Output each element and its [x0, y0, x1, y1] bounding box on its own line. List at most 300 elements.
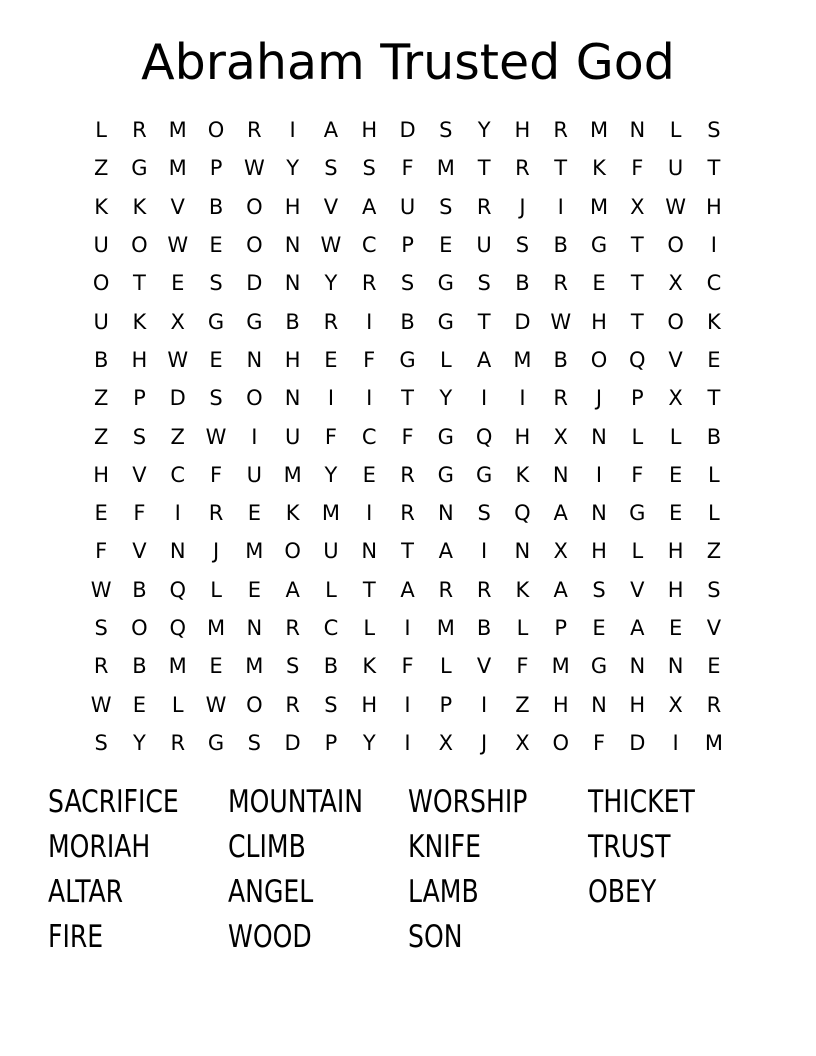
grid-letter[interactable]: H: [629, 692, 646, 717]
grid-letter[interactable]: X: [668, 386, 683, 411]
grid-letter[interactable]: K: [515, 462, 530, 487]
grid-letter[interactable]: D: [284, 730, 301, 755]
grid-letter[interactable]: N: [591, 692, 607, 717]
grid-letter[interactable]: T: [477, 156, 491, 181]
grid-letter[interactable]: O: [246, 692, 263, 717]
grid-letter[interactable]: K: [285, 501, 300, 526]
grid-letter[interactable]: Z: [170, 424, 185, 449]
grid-letter[interactable]: Q: [629, 347, 646, 372]
grid-letter[interactable]: S: [477, 271, 491, 296]
grid-letter[interactable]: H: [361, 692, 378, 717]
grid-letter[interactable]: M: [168, 654, 187, 679]
grid-letter[interactable]: S: [707, 118, 721, 143]
grid-letter[interactable]: T: [707, 386, 721, 411]
grid-letter[interactable]: E: [247, 577, 261, 602]
grid-letter[interactable]: M: [283, 462, 302, 487]
grid-letter[interactable]: O: [590, 347, 608, 372]
grid-letter[interactable]: S: [439, 194, 453, 219]
grid-letter[interactable]: S: [400, 271, 415, 296]
grid-letter[interactable]: I: [519, 386, 526, 411]
grid-letter[interactable]: E: [209, 347, 223, 372]
grid-letter[interactable]: T: [630, 233, 644, 258]
grid-letter[interactable]: E: [132, 692, 147, 717]
grid-letter[interactable]: Q: [475, 424, 493, 449]
grid-letter[interactable]: M: [321, 501, 340, 526]
grid-letter[interactable]: M: [436, 616, 455, 640]
grid-letter[interactable]: W: [90, 577, 112, 602]
grid-letter[interactable]: U: [476, 233, 492, 258]
grid-letter[interactable]: E: [362, 462, 376, 487]
grid-letter[interactable]: M: [589, 194, 609, 219]
grid-letter[interactable]: T: [362, 577, 376, 602]
grid-letter[interactable]: E: [94, 501, 108, 526]
word-bank-item: TRUST: [588, 829, 671, 865]
grid-letter[interactable]: B: [93, 347, 109, 372]
grid-letter[interactable]: Z: [93, 424, 109, 449]
grid-letter[interactable]: D: [246, 271, 263, 296]
grid-letter[interactable]: E: [247, 501, 261, 526]
grid-letter[interactable]: G: [437, 309, 454, 334]
grid-letter[interactable]: R: [553, 118, 568, 143]
grid-letter[interactable]: O: [552, 730, 569, 755]
grid-letter[interactable]: R: [706, 692, 722, 717]
grid-letter[interactable]: A: [362, 194, 377, 219]
grid-letter[interactable]: S: [209, 386, 223, 411]
word-bank-item: MOUNTAIN: [228, 784, 364, 820]
grid-letter[interactable]: W: [665, 194, 686, 219]
grid-letter[interactable]: G: [590, 654, 608, 679]
grid-letter[interactable]: F: [631, 462, 644, 487]
grid-letter[interactable]: K: [592, 156, 606, 181]
grid-letter[interactable]: H: [131, 347, 148, 372]
grid-letter[interactable]: Z: [93, 386, 109, 411]
grid-letter[interactable]: F: [631, 156, 644, 181]
grid-letter[interactable]: W: [243, 156, 265, 181]
grid-letter[interactable]: X: [438, 730, 454, 755]
grid-letter[interactable]: E: [171, 271, 185, 296]
grid-letter[interactable]: F: [133, 501, 146, 526]
grid-letter[interactable]: X: [170, 309, 185, 334]
word-bank-item: MORIAH: [48, 829, 151, 865]
grid-letter[interactable]: L: [708, 462, 720, 487]
grid-letter[interactable]: V: [132, 539, 147, 564]
grid-letter[interactable]: G: [131, 156, 148, 181]
grid-letter[interactable]: F: [592, 730, 606, 755]
grid-letter[interactable]: S: [477, 501, 491, 526]
grid-letter[interactable]: W: [167, 347, 189, 372]
grid-letter[interactable]: X: [553, 424, 568, 449]
grid-letter[interactable]: Y: [324, 462, 338, 487]
grid-letter[interactable]: S: [515, 233, 530, 258]
grid-letter[interactable]: E: [209, 233, 223, 258]
grid-letter[interactable]: T: [630, 271, 644, 296]
grid-letter[interactable]: D: [169, 386, 186, 411]
grid-letter[interactable]: A: [553, 501, 568, 526]
grid-letter[interactable]: O: [667, 233, 684, 258]
grid-letter[interactable]: X: [553, 539, 568, 564]
grid-letter[interactable]: F: [95, 539, 108, 564]
grid-letter[interactable]: S: [285, 654, 300, 679]
grid-letter[interactable]: H: [284, 194, 301, 219]
grid-letter[interactable]: K: [132, 194, 147, 219]
grid-letter[interactable]: L: [363, 616, 376, 640]
grid-letter[interactable]: A: [630, 616, 645, 640]
grid-letter[interactable]: Y: [362, 730, 376, 755]
grid-letter[interactable]: M: [436, 156, 455, 181]
grid-letter[interactable]: U: [93, 233, 109, 258]
grid-letter[interactable]: E: [707, 654, 721, 679]
grid-letter[interactable]: M: [589, 118, 609, 143]
grid-letter[interactable]: J: [595, 386, 603, 411]
grid-letter[interactable]: U: [399, 194, 416, 219]
grid-letter[interactable]: M: [704, 730, 723, 755]
grid-letter[interactable]: E: [592, 271, 606, 296]
grid-letter[interactable]: S: [209, 271, 223, 296]
grid-letter[interactable]: K: [362, 654, 377, 679]
grid-letter[interactable]: O: [246, 194, 263, 219]
grid-letter[interactable]: O: [284, 539, 301, 564]
grid-letter[interactable]: L: [439, 347, 452, 372]
grid-letter[interactable]: B: [132, 577, 147, 602]
grid-letter[interactable]: B: [515, 271, 530, 296]
grid-letter[interactable]: I: [289, 118, 296, 143]
grid-letter[interactable]: X: [515, 730, 530, 755]
grid-letter[interactable]: Z: [515, 692, 530, 717]
grid-letter[interactable]: L: [516, 616, 529, 640]
grid-letter[interactable]: L: [631, 424, 644, 449]
grid-letter[interactable]: U: [93, 309, 109, 334]
grid-letter[interactable]: I: [404, 692, 411, 717]
grid-letter[interactable]: G: [590, 233, 608, 258]
grid-letter[interactable]: A: [553, 577, 568, 602]
letter-grid[interactable]: [82, 111, 733, 762]
grid-letter[interactable]: R: [553, 271, 568, 296]
word-bank: [48, 780, 768, 960]
grid-letter[interactable]: V: [323, 194, 339, 219]
grid-letter[interactable]: A: [323, 118, 339, 143]
grid-letter[interactable]: L: [669, 118, 682, 143]
grid-letter[interactable]: B: [706, 424, 722, 449]
grid-letter[interactable]: A: [285, 577, 300, 602]
grid-letter[interactable]: G: [246, 309, 263, 334]
grid-letter[interactable]: S: [324, 156, 338, 181]
grid-letter[interactable]: Y: [286, 156, 300, 181]
grid-letter[interactable]: O: [246, 233, 263, 258]
word-bank-item: CLIMB: [228, 829, 306, 865]
grid-letter[interactable]: W: [205, 424, 227, 449]
grid-letter[interactable]: W: [167, 233, 189, 258]
grid-letter[interactable]: P: [554, 616, 568, 640]
grid-letter[interactable]: I: [481, 386, 488, 411]
grid-letter[interactable]: L: [95, 118, 107, 143]
grid-letter[interactable]: L: [708, 501, 720, 526]
grid-letter[interactable]: I: [366, 386, 373, 411]
word-bank-item: WORSHIP: [408, 784, 528, 820]
grid-letter[interactable]: N: [361, 539, 378, 564]
grid-letter[interactable]: O: [131, 616, 148, 640]
grid-letter[interactable]: O: [667, 309, 684, 334]
grid-letter[interactable]: L: [669, 424, 682, 449]
grid-letter[interactable]: U: [667, 156, 684, 181]
grid-letter[interactable]: B: [285, 309, 300, 334]
grid-letter[interactable]: M: [168, 118, 187, 143]
grid-letter[interactable]: M: [551, 654, 570, 679]
grid-letter[interactable]: N: [591, 424, 607, 449]
grid-letter[interactable]: O: [207, 118, 225, 143]
grid-letter[interactable]: P: [209, 156, 223, 181]
grid-letter[interactable]: H: [552, 692, 569, 717]
grid-letter[interactable]: C: [361, 233, 377, 258]
grid-letter[interactable]: B: [400, 309, 415, 334]
grid-letter[interactable]: T: [554, 156, 568, 181]
grid-letter[interactable]: H: [284, 347, 301, 372]
grid-letter[interactable]: L: [631, 539, 644, 564]
grid-letter[interactable]: V: [706, 616, 722, 640]
grid-letter[interactable]: N: [246, 616, 263, 640]
grid-letter[interactable]: S: [439, 118, 453, 143]
grid-letter[interactable]: E: [592, 616, 606, 640]
grid-letter[interactable]: N: [284, 271, 301, 296]
grid-letter[interactable]: R: [476, 577, 492, 602]
grid-letter[interactable]: E: [324, 347, 338, 372]
grid-letter[interactable]: N: [284, 233, 301, 258]
grid-letter[interactable]: I: [327, 386, 335, 411]
grid-letter[interactable]: S: [247, 730, 261, 755]
grid-letter[interactable]: B: [208, 194, 224, 219]
grid-letter[interactable]: A: [476, 347, 492, 372]
grid-letter[interactable]: M: [513, 347, 532, 372]
grid-letter[interactable]: P: [133, 386, 146, 411]
puzzle-title: Abraham Trusted God: [141, 34, 675, 91]
grid-letter[interactable]: T: [630, 309, 644, 334]
grid-letter[interactable]: H: [706, 194, 722, 219]
grid-letter[interactable]: W: [90, 692, 112, 717]
grid-letter[interactable]: C: [170, 462, 186, 487]
grid-letter[interactable]: J: [481, 730, 488, 755]
grid-letter[interactable]: L: [210, 577, 222, 602]
grid-letter[interactable]: R: [361, 271, 377, 296]
grid-letter[interactable]: W: [205, 692, 227, 717]
grid-letter[interactable]: H: [667, 539, 684, 564]
grid-letter[interactable]: R: [285, 692, 300, 717]
grid-letter[interactable]: R: [132, 118, 147, 143]
grid-letter[interactable]: F: [401, 156, 414, 181]
grid-letter[interactable]: X: [668, 271, 683, 296]
grid-letter[interactable]: E: [209, 654, 223, 679]
grid-letter[interactable]: Z: [93, 156, 109, 181]
grid-letter[interactable]: M: [245, 539, 264, 564]
grid-letter[interactable]: F: [401, 424, 414, 449]
grid-letter[interactable]: U: [246, 462, 263, 487]
grid-letter[interactable]: N: [514, 539, 531, 564]
grid-letter[interactable]: A: [438, 539, 453, 564]
grid-letter[interactable]: L: [439, 654, 452, 679]
grid-letter[interactable]: L: [171, 692, 184, 717]
grid-letter[interactable]: I: [481, 692, 488, 717]
grid-letter[interactable]: P: [439, 692, 453, 717]
grid-letter[interactable]: G: [629, 501, 646, 526]
grid-letter[interactable]: I: [404, 616, 411, 640]
grid-letter[interactable]: N: [169, 539, 186, 564]
grid-letter[interactable]: R: [208, 501, 224, 526]
grid-letter[interactable]: T: [401, 539, 414, 564]
grid-letter[interactable]: G: [437, 462, 454, 487]
grid-letter[interactable]: K: [132, 309, 147, 334]
grid-letter[interactable]: T: [477, 309, 491, 334]
grid-letter[interactable]: V: [668, 347, 683, 372]
grid-letter[interactable]: D: [514, 309, 531, 334]
grid-letter[interactable]: F: [516, 654, 529, 679]
word-bank-item: FIRE: [48, 919, 104, 955]
grid-letter[interactable]: R: [438, 577, 454, 602]
grid-letter[interactable]: Q: [514, 501, 531, 526]
grid-letter[interactable]: H: [361, 118, 378, 143]
grid-letter[interactable]: S: [94, 730, 108, 755]
grid-letter[interactable]: I: [595, 462, 603, 487]
grid-letter[interactable]: R: [400, 501, 415, 526]
grid-letter[interactable]: Y: [439, 386, 453, 411]
grid-letter[interactable]: F: [209, 462, 223, 487]
grid-letter[interactable]: E: [668, 501, 683, 526]
grid-letter[interactable]: G: [437, 271, 454, 296]
grid-letter[interactable]: I: [557, 194, 564, 219]
grid-letter[interactable]: D: [629, 730, 646, 755]
grid-letter[interactable]: R: [553, 386, 568, 411]
grid-letter[interactable]: F: [324, 424, 337, 449]
grid-letter[interactable]: K: [94, 194, 109, 219]
grid-letter[interactable]: M: [245, 654, 264, 679]
grid-letter[interactable]: E: [668, 616, 683, 640]
grid-letter[interactable]: P: [324, 730, 338, 755]
grid-letter[interactable]: X: [630, 194, 645, 219]
grid-letter[interactable]: G: [399, 347, 416, 372]
grid-letter[interactable]: H: [514, 424, 531, 449]
grid-letter[interactable]: S: [362, 156, 376, 181]
word-bank-item: SACRIFICE: [48, 784, 179, 820]
grid-letter[interactable]: I: [174, 501, 181, 526]
grid-letter[interactable]: U: [284, 424, 301, 449]
grid-letter[interactable]: B: [553, 347, 568, 372]
grid-letter[interactable]: K: [515, 577, 530, 602]
grid-letter[interactable]: B: [553, 233, 568, 258]
grid-letter[interactable]: H: [667, 577, 684, 602]
grid-letter[interactable]: Y: [324, 271, 338, 296]
grid-letter[interactable]: G: [475, 462, 493, 487]
grid-letter[interactable]: T: [707, 156, 721, 181]
grid-letter[interactable]: V: [170, 194, 185, 219]
grid-letter[interactable]: P: [401, 233, 414, 258]
grid-letter[interactable]: X: [668, 692, 683, 717]
grid-letter[interactable]: A: [400, 577, 415, 602]
grid-letter[interactable]: R: [476, 194, 492, 219]
grid-letter[interactable]: O: [246, 386, 263, 411]
grid-letter[interactable]: W: [320, 233, 342, 258]
grid-letter[interactable]: G: [207, 730, 225, 755]
grid-letter[interactable]: N: [284, 386, 301, 411]
grid-letter[interactable]: M: [206, 616, 226, 640]
grid-letter[interactable]: Y: [477, 118, 491, 143]
grid-letter[interactable]: E: [439, 233, 453, 258]
grid-letter[interactable]: R: [323, 309, 339, 334]
grid-letter[interactable]: R: [515, 156, 530, 181]
grid-letter[interactable]: H: [591, 539, 607, 564]
grid-letter[interactable]: Y: [133, 730, 146, 755]
grid-letter[interactable]: E: [668, 462, 683, 487]
grid-letter[interactable]: H: [591, 309, 607, 334]
grid-letter[interactable]: P: [630, 386, 644, 411]
grid-letter[interactable]: S: [94, 616, 108, 640]
grid-letter[interactable]: N: [246, 347, 263, 372]
grid-letter[interactable]: V: [630, 577, 645, 602]
grid-letter[interactable]: E: [707, 347, 721, 372]
grid-letter[interactable]: S: [707, 577, 721, 602]
grid-letter[interactable]: R: [247, 118, 262, 143]
grid-letter[interactable]: W: [550, 309, 572, 334]
grid-letter[interactable]: T: [401, 386, 414, 411]
grid-letter[interactable]: O: [131, 233, 148, 258]
grid-letter[interactable]: C: [706, 271, 722, 296]
grid-letter[interactable]: L: [325, 577, 337, 602]
grid-letter[interactable]: S: [132, 424, 147, 449]
grid-letter[interactable]: H: [93, 462, 110, 487]
grid-letter[interactable]: R: [93, 654, 109, 679]
grid-letter[interactable]: I: [404, 730, 411, 755]
grid-letter[interactable]: I: [710, 233, 717, 258]
grid-letter[interactable]: J: [519, 194, 526, 219]
grid-letter[interactable]: U: [323, 539, 339, 564]
grid-letter[interactable]: N: [552, 462, 569, 487]
grid-letter[interactable]: D: [399, 118, 416, 143]
grid-letter[interactable]: H: [514, 118, 531, 143]
grid-letter[interactable]: S: [324, 692, 338, 717]
grid-letter[interactable]: G: [437, 424, 454, 449]
grid-letter[interactable]: Q: [169, 577, 186, 602]
grid-letter[interactable]: V: [132, 462, 147, 487]
grid-letter[interactable]: B: [323, 654, 339, 679]
grid-letter[interactable]: I: [672, 730, 679, 755]
grid-letter[interactable]: J: [212, 539, 220, 564]
grid-letter[interactable]: O: [92, 271, 110, 296]
grid-letter[interactable]: B: [132, 654, 147, 679]
grid-letter[interactable]: B: [476, 616, 492, 640]
grid-letter[interactable]: M: [168, 156, 187, 181]
grid-letter[interactable]: C: [323, 616, 339, 640]
grid-letter[interactable]: R: [400, 462, 415, 487]
grid-letter[interactable]: I: [366, 501, 373, 526]
grid-letter[interactable]: V: [476, 654, 492, 679]
grid-letter[interactable]: N: [667, 654, 684, 679]
grid-letter[interactable]: Q: [169, 616, 186, 640]
grid-letter[interactable]: G: [207, 309, 225, 334]
grid-letter[interactable]: C: [361, 424, 377, 449]
grid-letter[interactable]: I: [481, 539, 488, 564]
grid-letter[interactable]: S: [592, 577, 606, 602]
grid-letter[interactable]: N: [629, 654, 646, 679]
grid-letter[interactable]: R: [285, 616, 300, 640]
grid-letter[interactable]: N: [437, 501, 454, 526]
grid-letter[interactable]: N: [591, 501, 607, 526]
grid-letter[interactable]: R: [170, 730, 186, 755]
grid-letter[interactable]: N: [629, 118, 646, 143]
grid-letter[interactable]: F: [401, 654, 414, 679]
grid-letter[interactable]: F: [363, 347, 376, 372]
word-bank-item: OBEY: [588, 874, 657, 910]
grid-letter[interactable]: I: [366, 309, 373, 334]
grid-letter[interactable]: I: [251, 424, 258, 449]
grid-letter[interactable]: T: [133, 271, 146, 296]
grid-letter[interactable]: Z: [706, 539, 722, 564]
grid-letter[interactable]: K: [707, 309, 721, 334]
